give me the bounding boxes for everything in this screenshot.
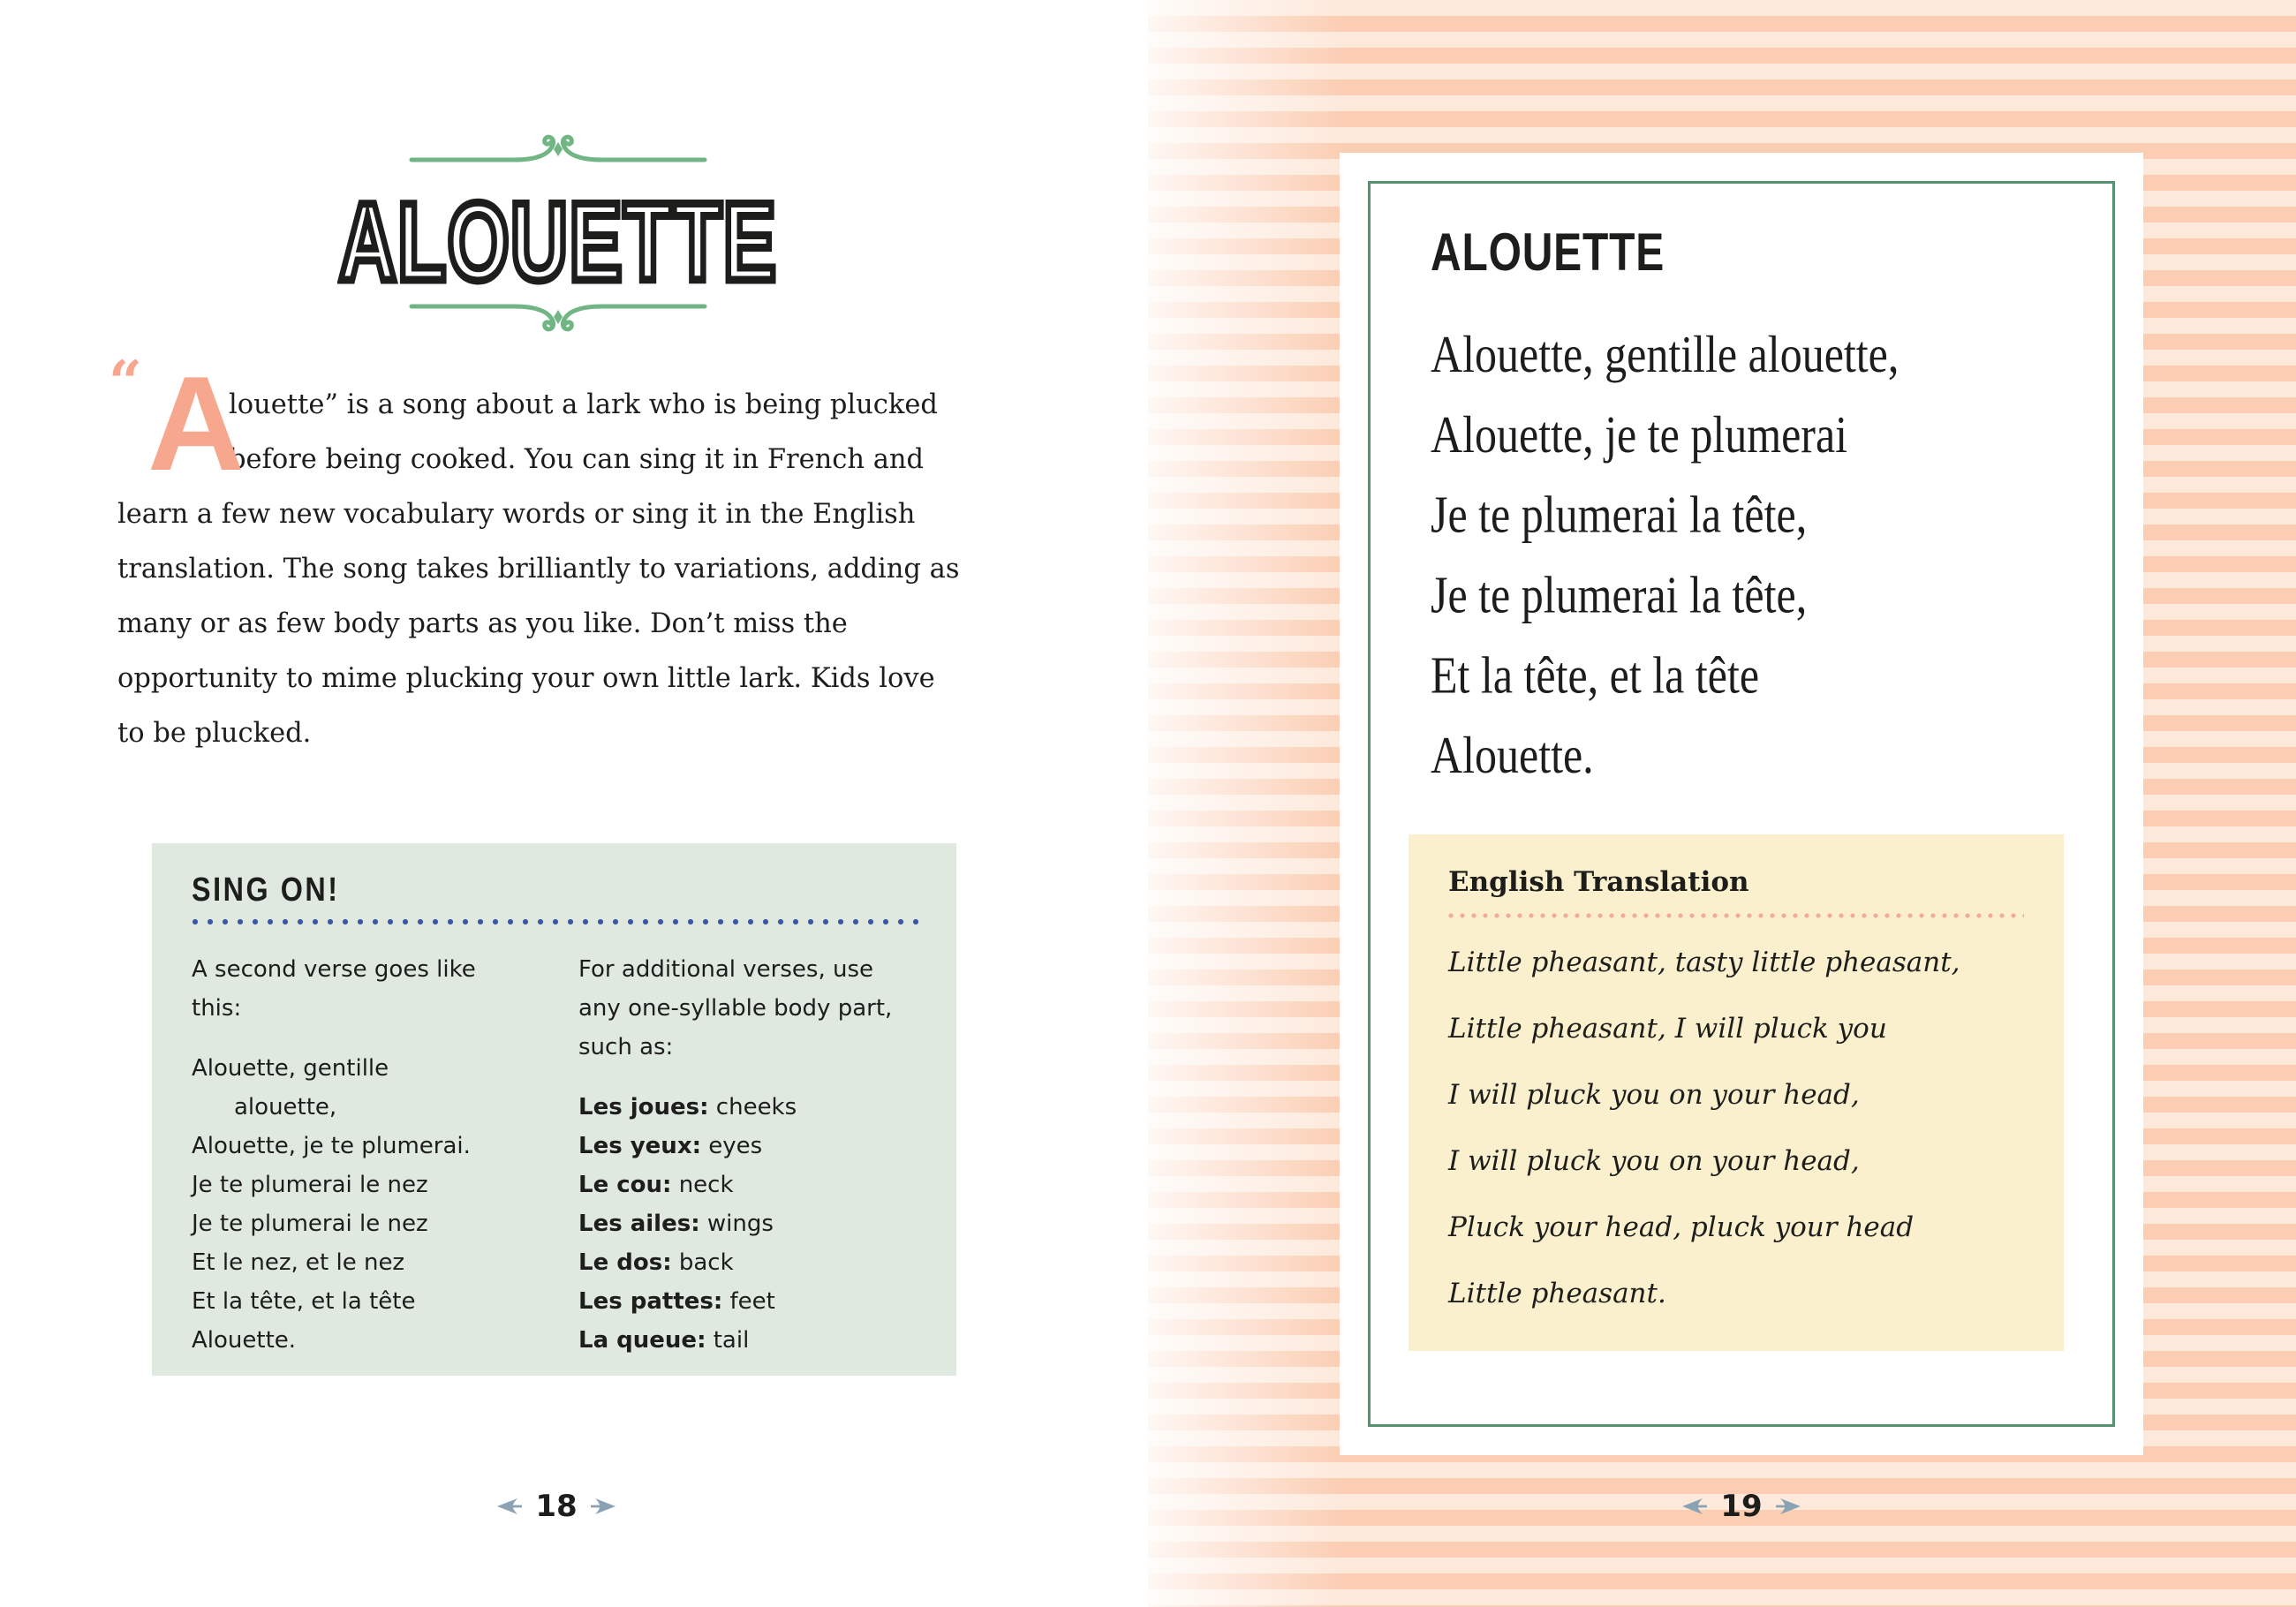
dotted-divider-pink — [1448, 912, 2024, 919]
lyric-line: Et la tête, et la tête — [1431, 645, 1760, 705]
prev-page-arrow-icon — [496, 1497, 523, 1516]
vocab-definition: tail — [706, 1327, 750, 1354]
verse-line: Je te plumerai le nez — [192, 1172, 428, 1198]
vocab-column — [578, 950, 917, 1360]
card-heading: ALOUETTE — [1431, 223, 1665, 282]
page-number: 19 — [1720, 1489, 1763, 1524]
translation-line: Little pheasant. — [1448, 1278, 1666, 1309]
spine-fade — [1148, 0, 1342, 1607]
vocab-row — [578, 1166, 917, 1204]
lyric-line: Je te plumerai la tête, — [1431, 485, 1808, 544]
verse-line: Alouette. — [192, 1327, 297, 1354]
page-title: ALOUETTE — [338, 181, 778, 304]
open-quote-mark: “ — [109, 348, 137, 417]
flourish-ornament-top — [408, 131, 708, 171]
vocab-row — [578, 1127, 917, 1166]
translation-heading: English Translation — [1448, 866, 1749, 898]
page-footer-right — [1340, 1489, 2143, 1524]
vocab-row — [578, 1243, 917, 1282]
flourish-ornament-bottom — [408, 295, 708, 336]
verse-intro: A second verse goes like this: — [192, 956, 476, 1022]
vocab-definition: feet — [722, 1288, 775, 1315]
sing-on-heading: SING ON! — [192, 871, 340, 909]
translation-line: I will pluck you on your head, — [1448, 1079, 1860, 1111]
translation-lines — [1448, 930, 2024, 1327]
page-number: 18 — [535, 1489, 578, 1524]
lyric-line: Alouette, je te plumerai — [1431, 404, 1848, 464]
lyric-line: Alouette. — [1431, 726, 1594, 785]
translation-line: I will pluck you on your head, — [1448, 1145, 1860, 1177]
right-page — [1148, 0, 2296, 1607]
verse-lines — [192, 1049, 529, 1360]
drop-cap — [109, 348, 245, 499]
translation-line: Little pheasant, tasty little pheasant, — [1448, 947, 1960, 978]
vocab-term: Les ailes: — [578, 1211, 700, 1237]
verse-line: alouette, — [234, 1094, 337, 1120]
vocab-row — [578, 1204, 917, 1243]
page-footer-left — [0, 1489, 1113, 1524]
vocab-definition: wings — [699, 1211, 774, 1237]
verse-line: Et le nez, et le nez — [192, 1249, 405, 1276]
verse-line: Je te plumerai le nez — [192, 1211, 428, 1237]
intro-text: louette” is a song about a lark who is being plucked before being cooked. You can sing it in French and learn a few new vocabulary words or sing it in the English translation. The song takes brilliantly to variations, adding as many or as few body parts as you like. Don’t miss the opportunity to mime plucking your own little lark. Kids love to be plucked. — [117, 389, 960, 749]
translation-box — [1409, 834, 2064, 1351]
translation-line: Pluck your head, pluck your head — [1448, 1211, 1915, 1243]
lyric-line: Alouette, gentille alouette, — [1431, 324, 1899, 383]
verse-line: Et la tête, et la tête — [192, 1288, 416, 1315]
lyric-line: Je te plumerai la tête, — [1431, 565, 1808, 624]
vocab-term: Le cou: — [578, 1172, 672, 1198]
vocab-term: Les joues: — [578, 1094, 709, 1120]
vocab-row — [578, 1088, 917, 1127]
verse-column — [192, 950, 529, 1360]
intro-paragraph — [109, 348, 963, 761]
vocab-term: Les pattes: — [578, 1288, 723, 1315]
prev-page-arrow-icon — [1681, 1497, 1708, 1516]
sing-on-box — [152, 843, 956, 1376]
french-lyrics — [1431, 314, 2084, 796]
vocab-term: La queue: — [578, 1327, 706, 1354]
lyrics-card — [1340, 153, 2143, 1455]
sing-on-columns — [192, 950, 917, 1360]
vocab-term: Les yeux: — [578, 1133, 701, 1159]
vocab-list — [578, 1088, 917, 1360]
verse-line: Alouette, gentille — [192, 1055, 389, 1082]
vocab-definition: neck — [671, 1172, 734, 1198]
vocab-term: Le dos: — [578, 1249, 672, 1276]
vocab-definition: back — [671, 1249, 734, 1276]
vocab-row — [578, 1321, 917, 1360]
next-page-arrow-icon — [1775, 1497, 1801, 1516]
vocab-definition: cheeks — [708, 1094, 797, 1120]
vocab-row — [578, 1282, 917, 1321]
vocab-intro: For additional verses, use any one-syllable body part, such as: — [578, 956, 893, 1060]
dotted-divider-blue — [192, 918, 918, 925]
vocab-definition: eyes — [701, 1133, 763, 1159]
next-page-arrow-icon — [590, 1497, 616, 1516]
translation-line: Little pheasant, I will pluck you — [1448, 1013, 1887, 1045]
verse-line: Alouette, je te plumerai. — [192, 1133, 471, 1159]
drop-cap-letter: A — [147, 349, 245, 499]
